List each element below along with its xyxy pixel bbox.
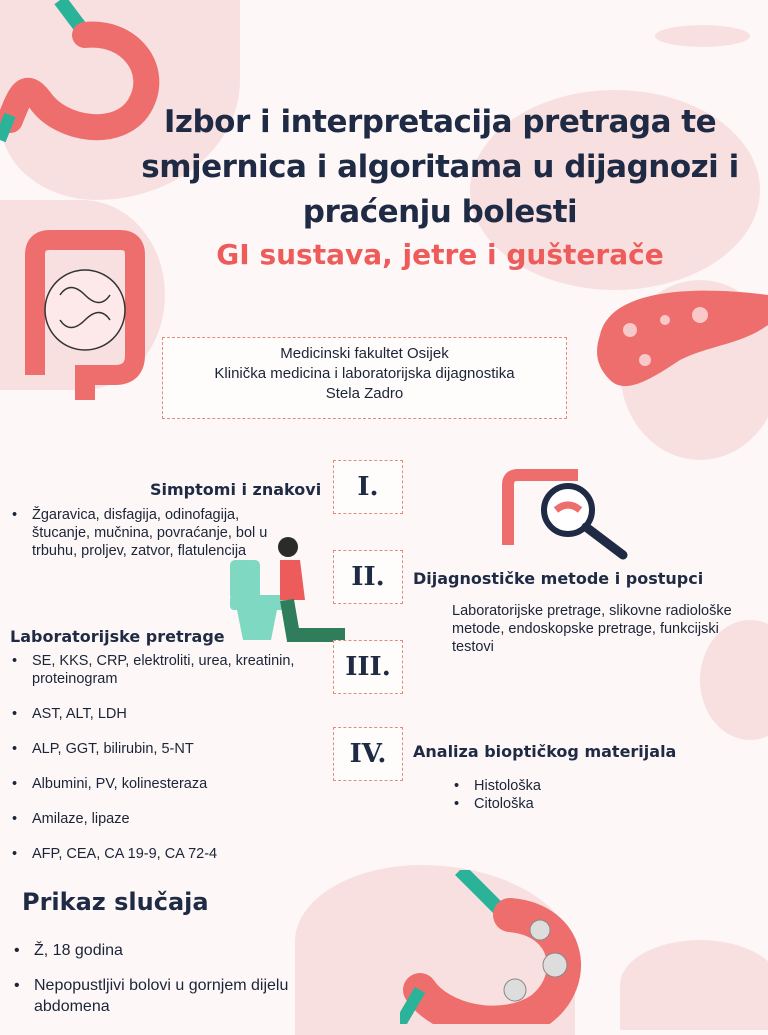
list-item: • Amilaze, lipaze	[10, 810, 330, 828]
list-item: • Žgaravica, disfagija, odinofagija, štucanje, mučnina, povraćanje, bol u trbuhu, proljev, zatvor, flatulencija	[10, 506, 300, 560]
magnifier-colon-illustration	[498, 465, 633, 560]
section-3-heading: Laboratorijske pretrage	[10, 627, 225, 646]
title-line-1: Izbor i interpretacija pretraga te	[163, 104, 717, 140]
page-subtitle: GI sustava, jetre i gušterače	[216, 238, 664, 271]
list-item: • AST, ALT, LDH	[10, 705, 330, 723]
section-1-heading: Simptomi i znakovi	[150, 480, 322, 499]
diagnostic-methods-text: Laboratorijske pretrage, slikovne radiološke metode, endoskopske pretrage, funkcijski testovi	[452, 603, 732, 655]
section-2-heading: Dijagnostičke metode i postupci	[413, 569, 704, 588]
biopsy-list	[452, 777, 652, 813]
section-2-numeral: II.	[333, 550, 403, 604]
case-heading: Prikaz slučaja	[22, 888, 209, 916]
list-item: • ALP, GGT, bilirubin, 5-NT	[10, 740, 330, 758]
section-3-numeral: III.	[333, 640, 403, 694]
info-box	[162, 337, 567, 419]
stomach-illustration-bottom	[400, 870, 590, 1024]
case-list	[12, 940, 342, 1031]
section-4-heading: Analiza bioptičkog materijala	[413, 742, 677, 761]
liver-illustration	[590, 285, 768, 395]
title-line-2: smjernica i algoritama u dijagnozi i	[141, 149, 739, 185]
list-item: • Nepopustljivi bolovi u gornjem dijelu abdomena	[12, 975, 342, 1017]
list-item: • Ž, 18 godina	[12, 940, 342, 961]
background-blob	[655, 25, 750, 47]
list-item: • Albumini, PV, kolinesteraza	[10, 775, 330, 793]
list-item: • Histološka	[452, 777, 652, 795]
course-name: Klinička medicina i laboratorijska dijagnostika	[214, 365, 515, 382]
page-title	[120, 100, 760, 235]
list-item: • SE, KKS, CRP, elektroliti, urea, kreatinin, proteinogram	[10, 652, 330, 688]
lab-tests-list	[10, 652, 330, 880]
list-item: • AFP, CEA, CA 19-9, CA 72-4	[10, 845, 330, 863]
title-line-3: praćenju bolesti	[302, 194, 578, 230]
symptoms-list	[10, 506, 300, 560]
section-4-numeral: IV.	[333, 727, 403, 781]
section-1-numeral: I.	[333, 460, 403, 514]
background-blob	[620, 940, 768, 1030]
list-item: • Citološka	[452, 795, 652, 813]
faculty-name: Medicinski fakultet Osijek	[280, 345, 449, 362]
author-name: Stela Zadro	[325, 385, 404, 402]
